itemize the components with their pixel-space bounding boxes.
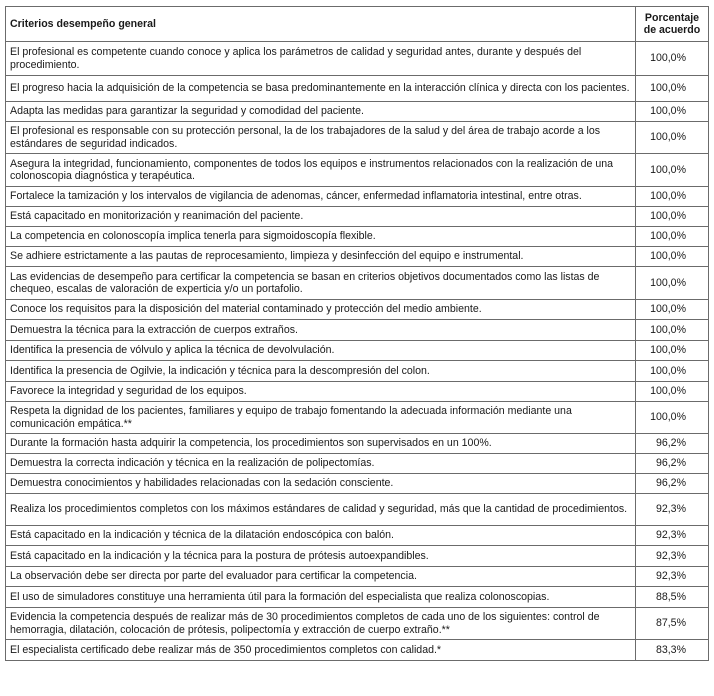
- table-row: [6, 341, 709, 361]
- criterion-cell: Conoce los requisitos para la disposición del material contaminado y protección del medio ambiente.: [6, 300, 636, 320]
- percentage-cell: 100,0%: [636, 341, 709, 361]
- percentage-cell: 100,0%: [636, 187, 709, 207]
- criterion-cell: Asegura la integridad, funcionamiento, componentes de todos los equipos e instrumentos relacionados con la realización de una colonoscopia diagnóstica y terapéutica.: [6, 154, 636, 187]
- percentage-cell: 100,0%: [636, 42, 709, 76]
- percentage-cell: 100,0%: [636, 154, 709, 187]
- table-row: [6, 402, 709, 434]
- percentage-cell: 100,0%: [636, 402, 709, 434]
- percentage-cell: 92,3%: [636, 526, 709, 546]
- criterion-cell: Demuestra conocimientos y habilidades relacionadas con la sedación consciente.: [6, 474, 636, 494]
- table-row: [6, 207, 709, 227]
- percentage-cell: 100,0%: [636, 227, 709, 247]
- criterion-cell: Identifica la presencia de vólvulo y aplica la técnica de devolvulación.: [6, 341, 636, 361]
- table-body: [6, 42, 709, 661]
- percentage-cell: 100,0%: [636, 267, 709, 300]
- criterion-cell: Demuestra la correcta indicación y técnica en la realización de polipectomías.: [6, 454, 636, 474]
- percentage-cell: 100,0%: [636, 207, 709, 227]
- criterion-cell: La competencia en colonoscopía implica tenerla para sigmoidoscopía flexible.: [6, 227, 636, 247]
- table-row: [6, 122, 709, 154]
- table-row: [6, 434, 709, 454]
- percentage-cell: 100,0%: [636, 300, 709, 320]
- criterion-cell: El uso de simuladores constituye una herramienta útil para la formación del especialista que realiza colonoscopias.: [6, 587, 636, 608]
- table-row: [6, 300, 709, 320]
- criterion-cell: Evidencia la competencia después de realizar más de 30 procedimientos completos de cada uno de los siguientes: control de hemorragia, dilatación, colocación de prótesis, polipectomía y extracción de cuerpo extraño.**: [6, 608, 636, 640]
- table-row: [6, 102, 709, 122]
- table-row: [6, 76, 709, 102]
- criteria-table-container: [5, 6, 708, 661]
- percentage-cell: 83,3%: [636, 640, 709, 661]
- table-row: [6, 546, 709, 567]
- criterion-cell: El progreso hacia la adquisición de la competencia se basa predominantemente en la interacción clínica y directa con los pacientes.: [6, 76, 636, 102]
- criterion-cell: Las evidencias de desempeño para certificar la competencia se basan en criterios objetivos documentados como las listas de chequeo, escalas de valoración de experticia y/o un portafolio.: [6, 267, 636, 300]
- criteria-table: [5, 6, 709, 661]
- criterion-cell: Durante la formación hasta adquirir la competencia, los procedimientos son supervisados en un 100%.: [6, 434, 636, 454]
- percentage-cell: 100,0%: [636, 382, 709, 402]
- percentage-cell: 100,0%: [636, 320, 709, 341]
- criterion-cell: La observación debe ser directa por parte del evaluador para certificar la competencia.: [6, 567, 636, 587]
- table-row: [6, 154, 709, 187]
- percentage-cell: 100,0%: [636, 247, 709, 267]
- table-row: [6, 526, 709, 546]
- percentage-cell: 100,0%: [636, 76, 709, 102]
- criterion-cell: Está capacitado en la indicación y la técnica para la postura de prótesis autoexpandibles.: [6, 546, 636, 567]
- table-row: [6, 640, 709, 661]
- percentage-cell: 87,5%: [636, 608, 709, 640]
- percentage-cell: 100,0%: [636, 102, 709, 122]
- percentage-cell: 96,2%: [636, 454, 709, 474]
- header-percentage: Porcentaje de acuerdo: [636, 7, 709, 42]
- table-row: [6, 567, 709, 587]
- criterion-cell: Demuestra la técnica para la extracción de cuerpos extraños.: [6, 320, 636, 341]
- percentage-cell: 88,5%: [636, 587, 709, 608]
- percentage-cell: 100,0%: [636, 361, 709, 382]
- criterion-cell: Respeta la dignidad de los pacientes, familiares y equipo de trabajo fomentando la adecuada información mediante una comunicación empática.**: [6, 402, 636, 434]
- table-header-row: [6, 7, 709, 42]
- criterion-cell: El profesional es responsable con su protección personal, la de los trabajadores de la salud y del área de trabajo acorde a los estándares de seguridad indicados.: [6, 122, 636, 154]
- percentage-cell: 92,3%: [636, 494, 709, 526]
- header-criteria: Criterios desempeño general: [6, 7, 636, 42]
- table-row: [6, 320, 709, 341]
- table-row: [6, 247, 709, 267]
- table-row: [6, 494, 709, 526]
- table-row: [6, 587, 709, 608]
- criterion-cell: Adapta las medidas para garantizar la seguridad y comodidad del paciente.: [6, 102, 636, 122]
- criterion-cell: Favorece la integridad y seguridad de los equipos.: [6, 382, 636, 402]
- table-row: [6, 267, 709, 300]
- table-row: [6, 608, 709, 640]
- table-row: [6, 361, 709, 382]
- percentage-cell: 96,2%: [636, 474, 709, 494]
- table-row: [6, 187, 709, 207]
- table-row: [6, 474, 709, 494]
- criterion-cell: Identifica la presencia de Ogilvie, la indicación y técnica para la descompresión del colon.: [6, 361, 636, 382]
- criterion-cell: El especialista certificado debe realizar más de 350 procedimientos completos con calidad.*: [6, 640, 636, 661]
- criterion-cell: Realiza los procedimientos completos con los máximos estándares de calidad y seguridad, más que la cantidad de procedimientos.: [6, 494, 636, 526]
- criterion-cell: Está capacitado en monitorización y reanimación del paciente.: [6, 207, 636, 227]
- criterion-cell: El profesional es competente cuando conoce y aplica los parámetros de calidad y seguridad antes, durante y después del procedimiento.: [6, 42, 636, 76]
- criterion-cell: Está capacitado en la indicación y técnica de la dilatación endoscópica con balón.: [6, 526, 636, 546]
- table-row: [6, 227, 709, 247]
- percentage-cell: 92,3%: [636, 546, 709, 567]
- table-row: [6, 42, 709, 76]
- percentage-cell: 96,2%: [636, 434, 709, 454]
- criterion-cell: Se adhiere estrictamente a las pautas de reprocesamiento, limpieza y desinfección del equipo e instrumental.: [6, 247, 636, 267]
- table-row: [6, 454, 709, 474]
- criterion-cell: Fortalece la tamización y los intervalos de vigilancia de adenomas, cáncer, enfermedad inflamatoria intestinal, entre otras.: [6, 187, 636, 207]
- percentage-cell: 92,3%: [636, 567, 709, 587]
- percentage-cell: 100,0%: [636, 122, 709, 154]
- table-row: [6, 382, 709, 402]
